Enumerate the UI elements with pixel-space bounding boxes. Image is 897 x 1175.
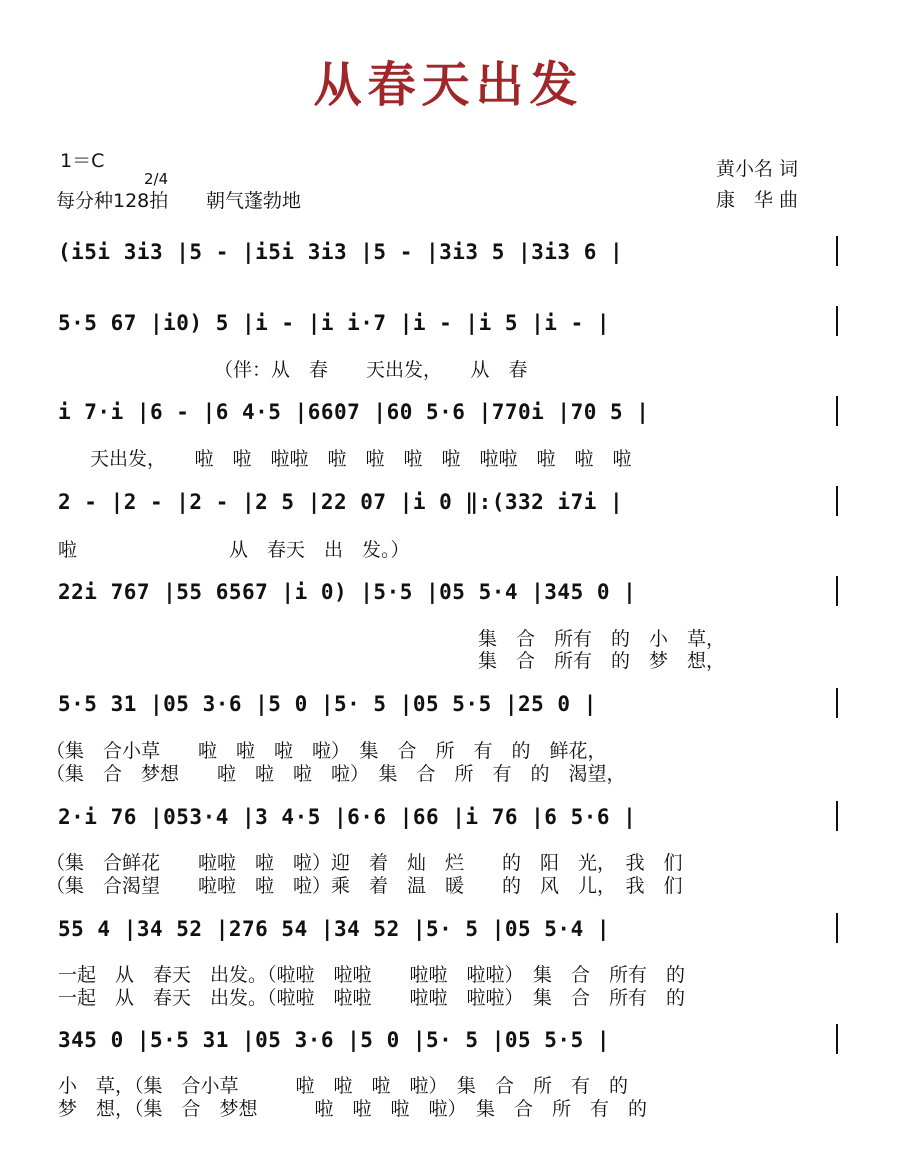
lyric-line-8b: 一起 从 春天 出发。（啦啦 啦啦 啦啦 啦啦） 集 合 所有 的	[58, 987, 686, 1009]
lyric-line-6a: （集 合小草 啦 啦 啦 啦） 集 合 所 有 的 鲜花，	[46, 740, 607, 762]
end-barline	[836, 1024, 838, 1054]
lyricist-credit: 黄小名 词	[716, 158, 799, 180]
lyric-line-9b: 梦 想，（集 合 梦想 啦 啦 啦 啦） 集 合 所 有 的	[58, 1098, 648, 1120]
end-barline	[836, 236, 838, 266]
notation-line-4: 2 - |2 - |2 - |2 5 |22 07 |i 0 ‖:(332 i7i |	[58, 490, 624, 514]
lyric-line-7a: （集 合鲜花 啦啦 啦 啦）迎 着 灿 烂 的 阳 光， 我 们	[46, 852, 683, 874]
lyric-line-8a: 一起 从 春天 出发。（啦啦 啦啦 啦啦 啦啦） 集 合 所有 的	[58, 964, 686, 986]
expression-marking: 朝气蓬勃地	[206, 190, 302, 212]
notation-line-6: 5·5 31 |05 3·6 |5 0 |5· 5 |05 5·5 |25 0 |	[58, 692, 597, 716]
lyric-line-7b: （集 合渴望 啦啦 啦 啦）乘 着 温 暖 的 风 儿， 我 们	[46, 875, 683, 897]
notation-line-9: 345 0 |5·5 31 |05 3·6 |5 0 |5· 5 |05 5·5 |	[58, 1028, 611, 1052]
end-barline	[836, 576, 838, 606]
end-barline	[836, 396, 838, 426]
lyric-line-5b: 集 合 所有 的 梦 想，	[478, 650, 726, 672]
end-barline	[836, 688, 838, 718]
notation-line-5: 22i 767 |55 6567 |i 0) |5·5 |05 5·4 |345 0 |	[58, 580, 637, 604]
tempo-marking: 每分种128拍	[56, 190, 169, 212]
composer-credit: 康 华 曲	[716, 189, 799, 211]
lyric-line-5a: 集 合 所有 的 小 草，	[478, 628, 726, 650]
song-title: 从春天出发	[313, 57, 584, 113]
end-barline	[836, 801, 838, 831]
lyric-line-4a: 啦 从 春天 出 发。）	[58, 539, 410, 561]
notation-line-1: (i5i 3i3 |5 - |i5i 3i3 |5 - |3i3 5 |3i3 6 |	[58, 240, 624, 264]
end-barline	[836, 306, 838, 336]
lyric-line-3a: 天出发， 啦 啦 啦啦 啦 啦 啦 啦 啦啦 啦 啦 啦	[90, 448, 632, 470]
end-barline	[836, 913, 838, 943]
time-signature-value: 2/4	[144, 170, 169, 188]
end-barline	[836, 486, 838, 516]
notation-line-2: 5·5 67 |i0) 5 |i - |i i·7 |i - |i 5 |i - |	[58, 311, 611, 335]
key-signature: 1＝C	[60, 150, 105, 172]
notation-line-3: i 7·i |6 - |6 4·5 |6607 |60 5·6 |770i |70 5 |	[58, 400, 650, 424]
notation-line-8: 55 4 |34 52 |276 54 |34 52 |5· 5 |05 5·4 |	[58, 917, 611, 941]
lyric-line-6b: （集 合 梦想 啦 啦 啦 啦） 集 合 所 有 的 渴望，	[46, 763, 626, 785]
notation-line-7: 2·i 76 |053·4 |3 4·5 |6·6 |66 |i 76 |6 5·6 |	[58, 805, 637, 829]
lyric-line-2a: （伴：从 春 天出发， 从 春	[214, 359, 528, 381]
lyric-line-9a: 小 草，（集 合小草 啦 啦 啦 啦） 集 合 所 有 的	[58, 1075, 629, 1097]
